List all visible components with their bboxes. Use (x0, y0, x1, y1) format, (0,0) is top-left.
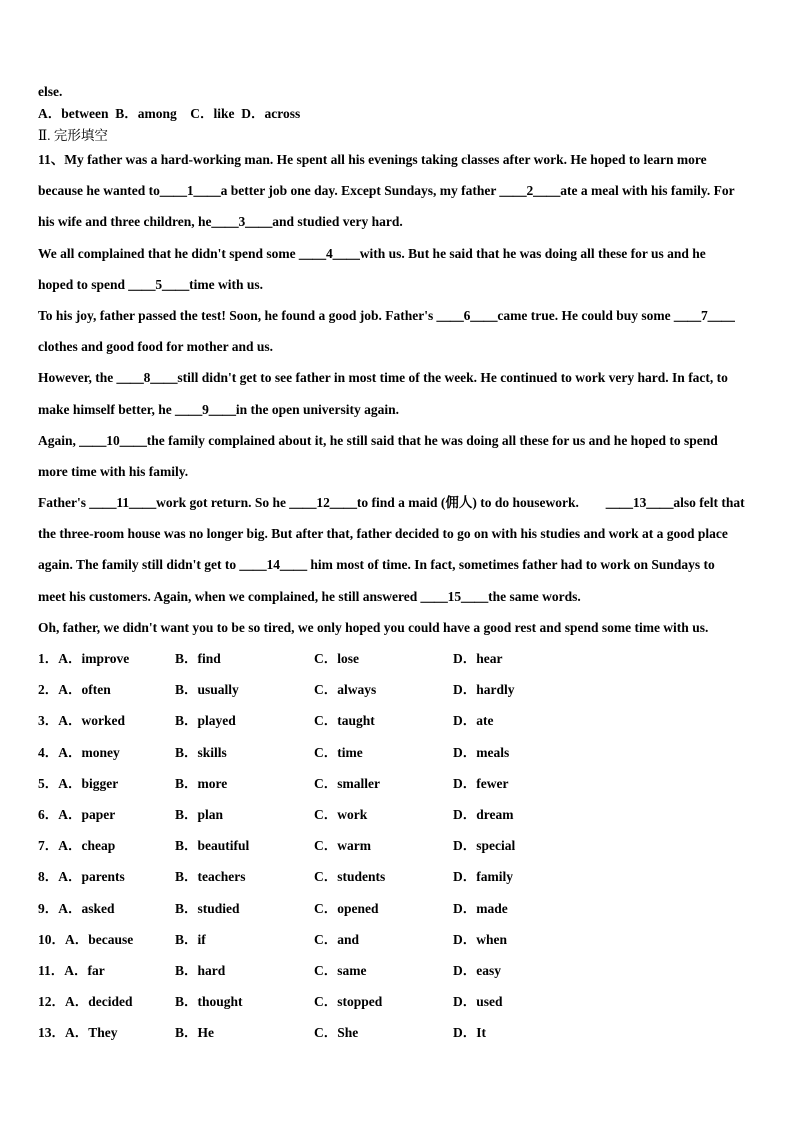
option-b: B．played (175, 713, 236, 729)
option-d: D．easy (453, 962, 501, 978)
option-b: B．skills (175, 744, 227, 760)
option-a: 4．A．money (38, 744, 120, 760)
option-row (38, 649, 758, 680)
option-b: B．beautiful (175, 838, 250, 854)
option-row (38, 836, 758, 867)
option-d: D．when (453, 931, 508, 947)
option-c: C．stopped (314, 994, 383, 1010)
option-b: B．thought (175, 994, 243, 1010)
option-b: B．find (175, 651, 221, 666)
option-row (38, 743, 758, 774)
option-c: C．smaller (314, 775, 380, 791)
passage-line: Again, ＿＿10＿＿the family complained about it, he still said that he was doing all these for us and he hoped to spend (38, 432, 718, 448)
passage-line: his wife and three children, he＿＿3＿＿and studied very hard. (38, 214, 403, 230)
passage-line: again. The family still didn't get to ＿＿14＿＿ him most of time. In fact, sometimes father had to work on Sundays to (38, 557, 715, 573)
option-a: 2．A．often (38, 682, 111, 698)
option-a: 10．A．because (38, 931, 134, 947)
passage-line: make himself better, he ＿＿9＿＿in the open university again. (38, 401, 399, 417)
option-row (38, 867, 758, 898)
option-d: D．hardly (453, 682, 515, 698)
option-row (38, 1023, 758, 1054)
option-d: D．dream (453, 806, 514, 822)
option-a: 5．A．bigger (38, 775, 119, 791)
option-b: B．teachers (175, 869, 246, 885)
option-a: 13．A．They (38, 1025, 118, 1041)
option-d: D．hear (453, 651, 503, 666)
option-b: B．studied (175, 900, 240, 916)
option-a: 11．A．far (38, 962, 105, 978)
option-d: D．meals (453, 744, 510, 760)
option-c: C．time (314, 744, 363, 760)
option-b: B．plan (175, 806, 224, 822)
option-c: C．work (314, 806, 368, 822)
previous-question-tail: else. (38, 84, 63, 99)
option-a: 12．A．decided (38, 994, 133, 1010)
option-a: 1．A．improve (38, 651, 130, 666)
option-a: 6．A．paper (38, 806, 116, 822)
option-row (38, 930, 758, 961)
option-row (38, 711, 758, 742)
passage-line: 11、My father was a hard-working man. He spent all his evenings taking classes after work. He hoped to learn more (38, 152, 707, 167)
option-b: B．more (175, 775, 228, 791)
passage-line: meet his customers. Again, when we complained, he still answered ＿＿15＿＿the same words. (38, 588, 581, 604)
cloze-passage (38, 150, 758, 649)
passage-line: clothes and good food for mother and us. (38, 339, 274, 355)
option-b: B．usually (175, 682, 239, 698)
option-c: C．always (314, 682, 377, 698)
section-title: Ⅱ. 完形填空 (38, 128, 108, 143)
passage-line: Father's ＿＿11＿＿work got return. So he ＿＿12＿＿to find a maid (佣人) to do housework. ＿＿13＿＿also felt that (38, 495, 745, 511)
option-d: D．ate (453, 713, 494, 729)
option-row (38, 805, 758, 836)
passage-line: because he wanted to＿＿1＿＿a better job one day. Except Sundays, my father ＿＿2＿＿ate a meal with his family. For (38, 183, 735, 199)
option-d: D．used (453, 994, 503, 1010)
option-a: 9．A．asked (38, 900, 115, 916)
previous-question-options: A．between B．among C．like D．across (38, 106, 301, 121)
passage-line: the three-room house was no longer big. But after that, father decided to go on with his studies and work at a good place (38, 526, 728, 542)
option-c: C．students (314, 869, 386, 885)
option-c: C．lose (314, 651, 359, 666)
option-d: D．special (453, 838, 516, 854)
option-c: C．opened (314, 900, 379, 916)
option-d: D．fewer (453, 775, 509, 791)
passage-line: more time with his family. (38, 463, 189, 479)
option-b: B．hard (175, 962, 226, 978)
option-c: C．warm (314, 838, 371, 854)
option-b: B．He (175, 1025, 214, 1041)
option-a: 7．A．cheap (38, 838, 116, 854)
passage-line: Oh, father, we didn't want you to be so tired, we only hoped you could have a good rest and spend some time with us. (38, 619, 709, 635)
exam-page (38, 82, 758, 1054)
option-d: D．It (453, 1025, 486, 1041)
option-a: 3．A．worked (38, 713, 125, 729)
option-c: C．taught (314, 713, 375, 729)
passage-line: hoped to spend ＿＿5＿＿time with us. (38, 276, 264, 292)
option-d: D．made (453, 900, 508, 916)
passage-line: We all complained that he didn't spend some ＿＿4＿＿with us. But he said that he was doing all these for us and he (38, 245, 706, 261)
option-d: D．family (453, 869, 513, 885)
option-row (38, 961, 758, 992)
option-c: C．same (314, 962, 367, 978)
passage-line: To his joy, father passed the test! Soon, he found a good job. Father's ＿＿6＿＿came true. He could buy some ＿＿7＿＿ (38, 307, 735, 323)
option-b: B．if (175, 931, 206, 947)
option-a: 8．A．parents (38, 869, 125, 885)
option-c: C．She (314, 1025, 359, 1041)
option-row (38, 680, 758, 711)
passage-line: However, the ＿＿8＿＿still didn't get to see father in most time of the week. He continued to work very hard. In fact, to (38, 370, 728, 386)
option-row (38, 899, 758, 930)
option-c: C．and (314, 931, 360, 947)
option-row (38, 992, 758, 1023)
option-row (38, 774, 758, 805)
options-list (38, 649, 758, 1054)
